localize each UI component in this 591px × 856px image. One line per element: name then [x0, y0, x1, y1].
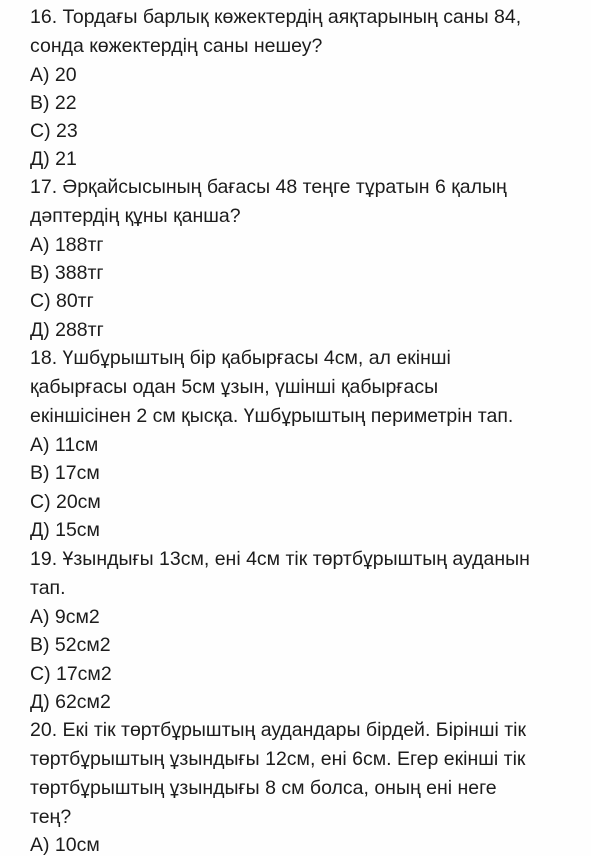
- question-19-option-d: Д) 62см2: [30, 691, 111, 713]
- question-18-option-a: А) 11см: [30, 434, 99, 456]
- question-17-option-d: Д) 288тг: [30, 319, 104, 341]
- question-18-option-b: В) 17см: [30, 462, 100, 484]
- question-20-text-line-3: төртбұрыштың ұзындығы 8 см болса, оның ені неге: [30, 777, 497, 799]
- question-16-text-line-1: 16. Тордағы барлық көжектердің аяқтарының саны 84,: [30, 6, 522, 28]
- question-16-option-a: А) 20: [30, 64, 77, 86]
- question-16-option-d: Д) 21: [30, 148, 77, 170]
- question-19-text-line-2: тап.: [30, 577, 66, 599]
- question-19-option-c: С) 17см2: [30, 663, 112, 685]
- question-17-option-c: С) 80тг: [30, 290, 94, 312]
- question-18-text-line-2: қабырғасы одан 5см ұзын, үшінші қабырғасы: [30, 376, 439, 398]
- question-20-option-a: А) 10см: [30, 834, 100, 856]
- question-18-text-line-3: екіншісінен 2 см қысқа. Үшбұрыштың периметрін тап.: [30, 405, 514, 427]
- question-18-option-d: Д) 15см: [30, 519, 100, 541]
- question-18-option-c: С) 20см: [30, 491, 101, 513]
- question-19-text-line-1: 19. Ұзындығы 13см, ені 4см тік төртбұрыштың ауданын: [30, 548, 530, 570]
- question-18-text-line-1: 18. Үшбұрыштың бір қабырғасы 4см, ал екінші: [30, 347, 451, 369]
- question-20-text-line-2: төртбұрыштың ұзындығы 12см, ені 6см. Егер екінші тік: [30, 748, 526, 770]
- question-16-option-b: В) 22: [30, 92, 77, 114]
- question-17-option-a: А) 188тг: [30, 234, 104, 256]
- question-20-text-line-1: 20. Екі тік төртбұрыштың аудандары бірдей. Бірінші тік: [30, 719, 527, 741]
- question-16-option-c: С) 23: [30, 120, 78, 142]
- question-16-text-line-2: сонда көжектердің саны нешеу?: [30, 35, 323, 57]
- question-17-option-b: В) 388тг: [30, 262, 104, 284]
- question-19-option-a: А) 9см2: [30, 606, 100, 628]
- question-20-text-line-4: тең?: [30, 806, 72, 828]
- question-17-text-line-1: 17. Әрқайсысының бағасы 48 теңге тұратын 6 қалың: [30, 176, 507, 198]
- question-17-text-line-2: дәптердің құны қанша?: [30, 205, 241, 227]
- question-19-option-b: В) 52см2: [30, 634, 111, 656]
